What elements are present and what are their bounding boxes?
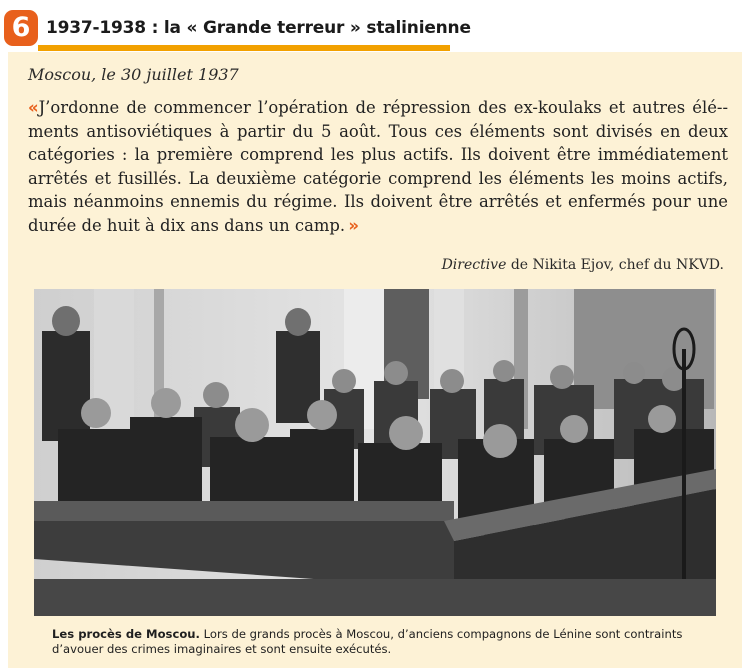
open-quote-mark: «: [28, 98, 39, 117]
trial-photo-illustration: [34, 289, 716, 616]
photo-caption: [52, 627, 702, 657]
section-number-badge: 6: [4, 10, 38, 46]
moscow-trial-photo: [34, 289, 716, 616]
caption-text: Lors de grands procès à Moscou, d’anciens compagnons de Lénine sont contraints d’avouer des crimes imaginaires et sont ensuite exécutés.: [52, 627, 683, 656]
source-document-type: Directive: [441, 257, 507, 273]
section-header: [0, 0, 750, 52]
title-underline: [38, 45, 450, 51]
source-author: de Nikita Ejov, chef du NKVD.: [506, 257, 724, 273]
document-dateline: Moscou, le 30 juillet 1937: [28, 65, 239, 84]
close-quote-mark: »: [348, 215, 360, 235]
directive-quote: [28, 96, 728, 237]
caption-title: Les procès de Moscou.: [52, 627, 200, 641]
quote-source: [442, 257, 724, 273]
section-title: 1937-1938 : la « Grande terreur » stalinienne: [46, 18, 471, 38]
quote-text: J’ordonne de commencer l’opération de répression des ex-koulaks et autres élé-ments antisoviétiques à partir du 5 août. Tous ces éléments sont divisés en deux catégories : la première comprend les plus actifs. Ils doivent être immédiatement arrêtés et fusillés. La deuxième catégorie comprend les éléments les moins actifs, mais néanmoins ennemis du régime. Ils doivent être arrêtés et enfermés pour une durée de huit à dix ans dans un camp.: [28, 98, 728, 235]
